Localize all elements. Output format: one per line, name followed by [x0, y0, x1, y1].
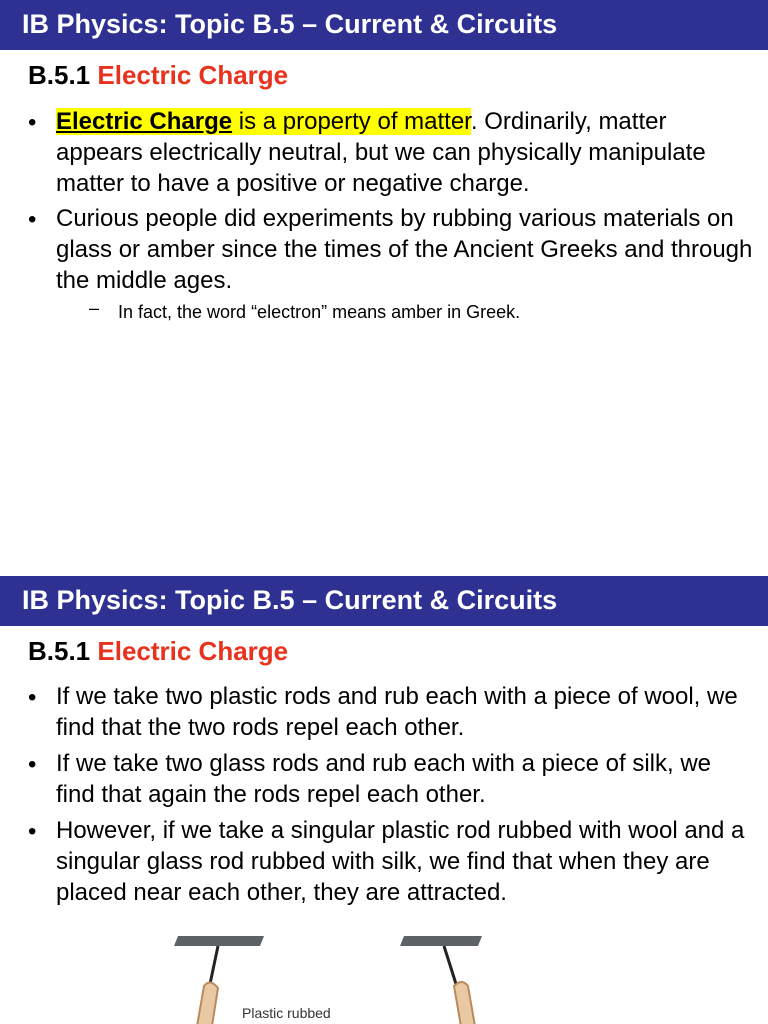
support-bar-right [400, 936, 482, 946]
sub-bullet-1: In fact, the word “electron” means amber in Greek. [118, 302, 521, 322]
string-right [444, 946, 456, 984]
bullet-3: However, if we take a singular plastic rod rubbed with wool and a singular glass rod rubbed with silk, we find that when they are placed near each other, they are attracted. [56, 817, 745, 906]
string-left [210, 946, 218, 984]
slide-header-banner [0, 0, 768, 50]
highlighted-phrase: is a property of matter [232, 108, 471, 135]
bullet-dot: • [28, 206, 37, 233]
sub-bullet-dash: – [89, 298, 100, 318]
bullet-2: If we take two glass rods and rub each with a piece of silk, we find that again the rods repel each other. [56, 750, 711, 808]
slide-2 [0, 576, 768, 1024]
slide-header-title: IB Physics: Topic B.5 – Current & Circuits [22, 585, 558, 615]
section-number: B.5.1 [28, 60, 98, 90]
section-heading [28, 636, 288, 667]
section-heading [28, 60, 288, 91]
bullet-dot: • [28, 109, 37, 136]
slide-header-title: IB Physics: Topic B.5 – Current & Circuits [22, 9, 558, 39]
highlight [56, 108, 471, 135]
section-number: B.5.1 [28, 636, 98, 666]
support-bar-left [174, 936, 264, 946]
bullet-2: Curious people did experiments by rubbing various materials on glass or amber since the times of the Ancient Greeks and through the middle ages. [56, 205, 753, 294]
highlighted-term: Electric Charge [56, 108, 233, 135]
bullet-dot: • [28, 751, 37, 778]
bullet-1 [56, 106, 756, 199]
glass-rod [454, 982, 476, 1024]
rods-illustration [78, 912, 658, 1024]
bullet-dot: • [28, 684, 37, 711]
bullet-1: If we take two plastic rods and rub each with a piece of wool, we find that the two rods repel each other. [56, 683, 738, 741]
plastic-rod [196, 982, 218, 1024]
slide-header-banner [0, 576, 768, 626]
bullet-dot: • [28, 818, 37, 845]
rods-figure [78, 912, 658, 1024]
section-title: Electric Charge [97, 60, 289, 90]
figure-caption: Plastic rubbed [242, 1005, 331, 1021]
section-title: Electric Charge [97, 636, 289, 666]
bullet-1-rest: . Ordinarily, matter appears electrically neutral, but we can physically manipulate matter to have a positive or negative charge. [56, 108, 706, 197]
